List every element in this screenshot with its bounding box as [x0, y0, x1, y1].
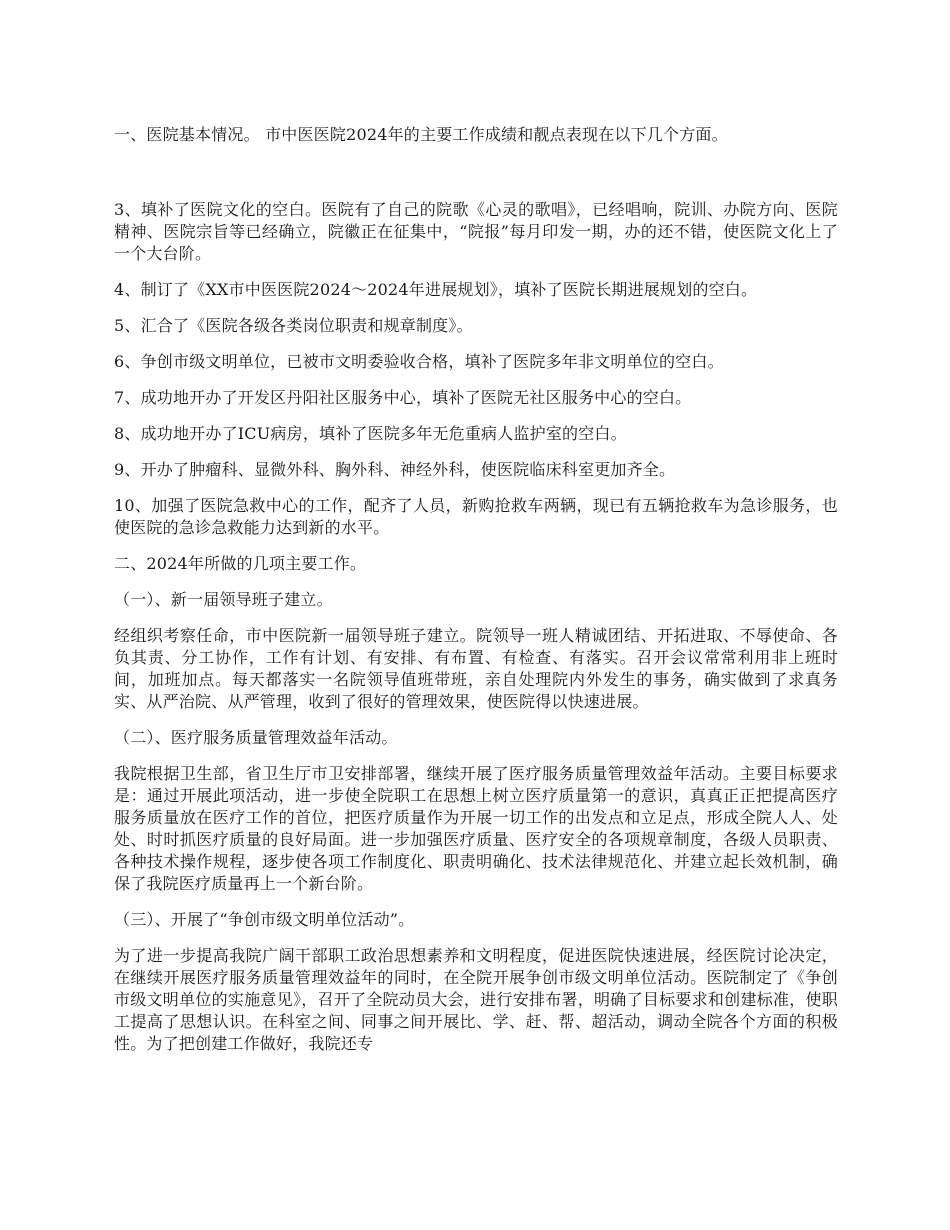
paragraph-item-6: 6、争创市级文明单位，已被市文明委验收合格，填补了医院多年非文明单位的空白。	[114, 352, 724, 371]
paragraph-civilization: 为了进一步提高我院广阔干部职工政治思想素养和文明程度，促进医院快速进展，经医院讨论决定，在继续开展医疗服务质量管理效益年的同时，在全院开展争创市级文明单位活动。医院制定了《争创市级文明单位的实施意见》，召开了全院动员大会，进行安排布署，明确了目标要求和创建标准，使职工提高了思想认识。在科室之间、同事之间开展比、学、赶、帮、超活动，调动全院各个方面的积极性。为了把创建工作做好，我院还专	[114, 946, 838, 1053]
document-body	[114, 124, 838, 1069]
paragraph-item-4: 4、制订了《XX市中医医院2024～2024年进展规划》，填补了医院长期进展规划的空白。	[114, 280, 758, 299]
paragraph-item-9: 9、开办了肿瘤科、显微外科、胸外科、神经外科，使医院临床科室更加齐全。	[114, 460, 676, 479]
subsection-heading-quality: （二）、医疗服务质量管理效益年活动。	[114, 728, 398, 747]
paragraph-item-8: 8、成功地开办了ICU病房，填补了医院多年无危重病人监护室的空白。	[114, 424, 627, 443]
paragraph-quality: 我院根据卫生部，省卫生厅市卫安排部署，继续开展了医疗服务质量管理效益年活动。主要目标要求是：通过开展此项活动，进一步使全院职工在思想上树立医疗质量第一的意识，真真正正把提高医疗服务质量放在医疗工作的首位，把医疗质量作为开展一切工作的出发点和立足点，形成全院人人、处处、时时抓医疗质量的良好局面。进一步加强医疗质量、医疗安全的各项规章制度，各级人员职责、各种技术操作规程，逐步使各项工作制度化、职责明确化、技术法律规范化、并建立起长效机制，确保了我院医疗质量再上一个新台阶。	[114, 764, 838, 893]
paragraph-hospital-overview: 一、医院基本情况。 市中医医院2024年的主要工作成绩和靓点表现在以下几个方面。	[114, 125, 728, 144]
paragraph-item-10: 10、加强了医院急救中心的工作，配齐了人员，新购抢救车两辆，现已有五辆抢救车为急诊服务，也使医院的急诊急救能力达到新的水平。	[114, 496, 838, 537]
paragraph-item-3: 3、填补了医院文化的空白。医院有了自己的院歌《心灵的歌唱》，已经唱响，院训、办院方向、医院精神、医院宗旨等已经确立，院徽正在征集中，“院报”每月印发一期，办的还不错，使医院文化上了一个大台阶。	[114, 200, 838, 263]
paragraph-item-7: 7、成功地开办了开发区丹阳社区服务中心，填补了医院无社区服务中心的空白。	[114, 388, 692, 407]
subsection-heading-civilization: （三）、开展了“争创市级文明单位活动”。	[114, 910, 415, 929]
subsection-heading-leadership: （一）、新一届领导班子建立。	[114, 590, 333, 609]
paragraph-item-5: 5、汇合了《医院各级各类岗位职责和规章制度》。	[114, 316, 473, 335]
paragraph-leadership: 经组织考察任命，市中医院新一届领导班子建立。院领导一班人精诚团结、开拓进取、不辱使命、各负其责、分工协作，工作有计划、有安排、有布置、有检查、有落实。召开会议常常利用非上班时间，加班加点。每天都落实一名院领导值班带班，亲自处理院内外发生的事务，确实做到了求真务实、从严治院、从严管理，收到了很好的管理效果，使医院得以快速进展。	[114, 626, 838, 711]
section-heading-main-work: 二、2024年所做的几项主要工作。	[114, 554, 367, 573]
